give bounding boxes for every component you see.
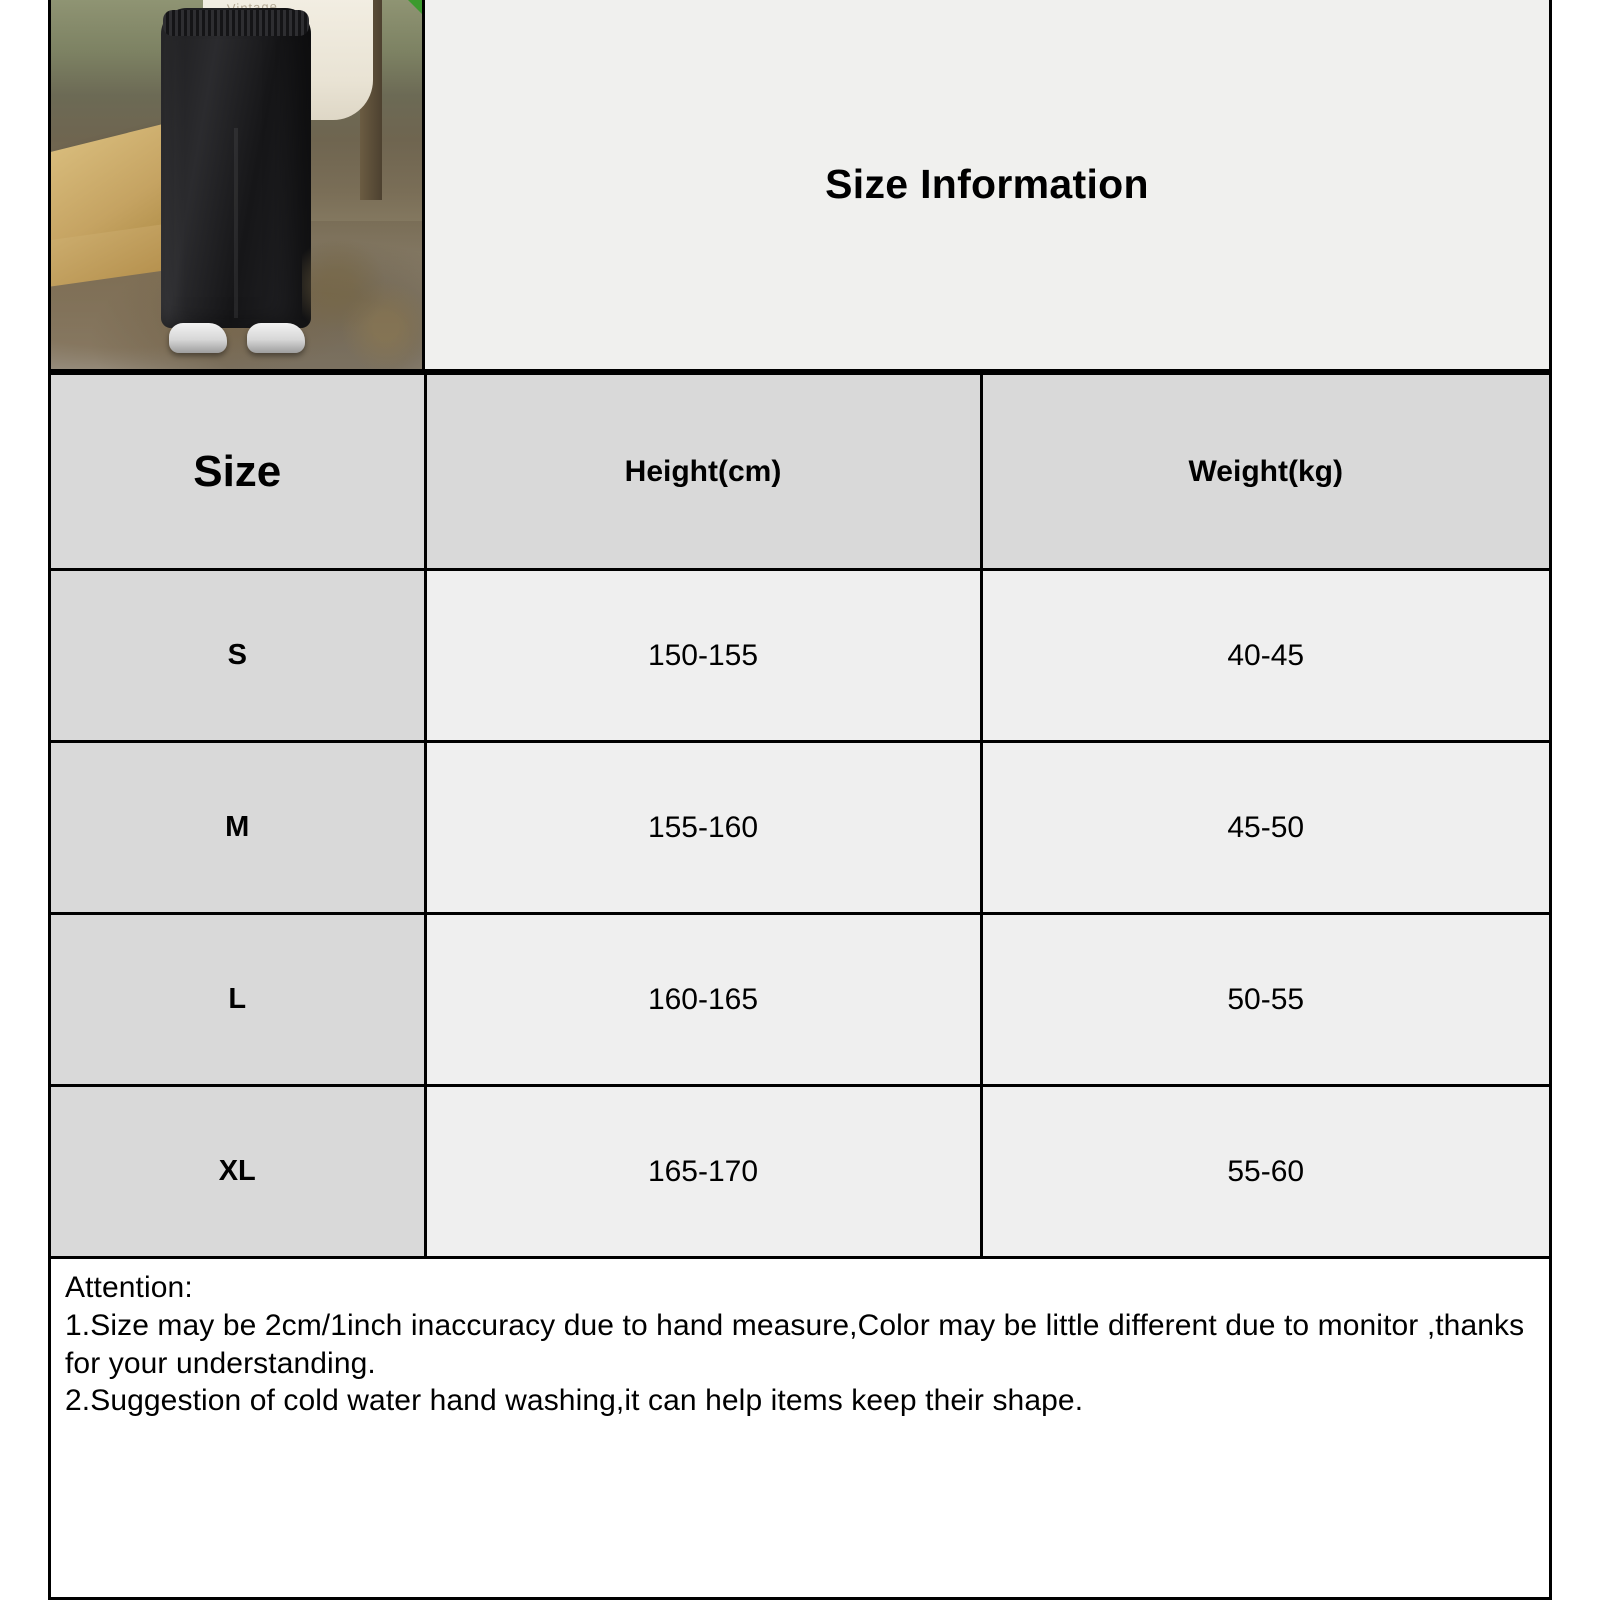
cell-height: 150-155 [425, 570, 981, 742]
attention-note-1: 1.Size may be 2cm/1inch inaccuracy due to hand measure,Color may be little different due to monitor ,thanks for your understanding. [65, 1308, 1525, 1380]
size-table-head [51, 374, 1549, 570]
cell-weight: 55-60 [981, 1086, 1549, 1258]
table-row [51, 914, 1549, 1086]
product-photo-cell [51, 0, 425, 369]
cell-size: S [51, 570, 425, 742]
cell-size: L [51, 914, 425, 1086]
attention-section [51, 1259, 1549, 1420]
photo-leaves [302, 229, 422, 369]
cell-weight: 45-50 [981, 742, 1549, 914]
photo-shoe-left [169, 323, 227, 353]
cell-size: XL [51, 1086, 425, 1258]
size-table-body [51, 570, 1549, 1258]
table-row [51, 570, 1549, 742]
cell-weight: 40-45 [981, 570, 1549, 742]
column-header-height: Height(cm) [425, 374, 981, 570]
cell-weight: 50-55 [981, 914, 1549, 1086]
cell-height: 160-165 [425, 914, 981, 1086]
size-chart-sheet [48, 0, 1552, 1600]
column-header-size: Size [51, 374, 425, 570]
title-cell [425, 0, 1549, 369]
attention-note-2: 2.Suggestion of cold water hand washing,it can help items keep their shape. [65, 1384, 1084, 1418]
table-row [51, 742, 1549, 914]
attention-heading: Attention: [65, 1271, 193, 1304]
size-table [51, 372, 1549, 1259]
cell-height: 155-160 [425, 742, 981, 914]
table-row [51, 1086, 1549, 1258]
cell-size: M [51, 742, 425, 914]
header-row [51, 0, 1549, 372]
column-header-weight: Weight(kg) [981, 374, 1549, 570]
table-header-row [51, 374, 1549, 570]
page-title: Size Information [825, 161, 1149, 207]
photo-pants [161, 8, 311, 328]
photo-pants-waistband [163, 10, 309, 36]
green-corner-marker-icon [406, 0, 424, 16]
photo-shoe-right [247, 323, 305, 353]
product-photo [51, 0, 422, 369]
cell-height: 165-170 [425, 1086, 981, 1258]
